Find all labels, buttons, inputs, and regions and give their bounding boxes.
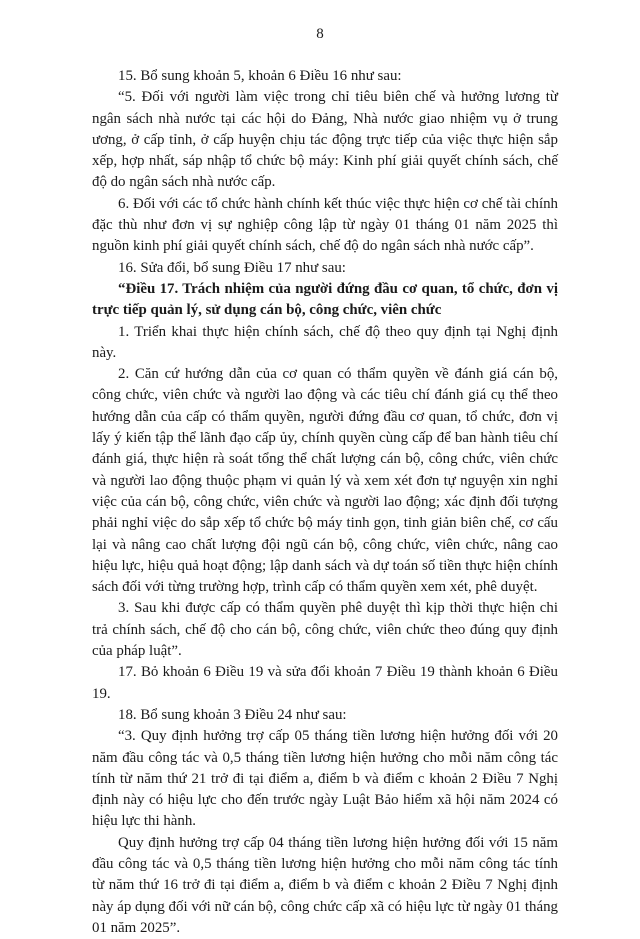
paragraph-item-1: 1. Triển khai thực hiện chính sách, chế độ theo quy định tại Nghị định này. — [92, 323, 558, 361]
paragraph-clause-6: 6. Đối với các tổ chức hành chính kết thúc việc thực hiện cơ chế tài chính đặc thù như đơn vị sự nghiệp công lập từ ngày 01 tháng 01 năm 2025 thì nguồn kinh phí giải quyết chính sách, chế độ do ngân sách nhà nước cấp”. — [92, 195, 558, 255]
page-number: 8 — [316, 26, 324, 42]
paragraph-item-2: 2. Căn cứ hướng dẫn của cơ quan có thẩm quyền về đánh giá cán bộ, công chức, viên chức và người lao động và các tiêu chí đánh giá cụ thể theo hướng dẫn của cấp có thẩm quyền, người đứng đầu cơ quan, tổ chức, đơn vị lấy ý kiến tập thể lãnh đạo cấp ủy, chính quyền cùng cấp để ban hành tiêu chí đánh giá, thực hiện rà soát tổng thể chất lượng cán bộ, công chức, viên chức và người lao động thuộc phạm vi quản lý và xem xét đơn tự nguyện xin nghỉ việc của cán bộ, công chức, viên chức và người lao động; xác định đối tượng phải nghỉ việc do sắp xếp tổ chức bộ máy tinh gọn, tinh giản biên chế, cơ cấu lại và nâng cao chất lượng đội ngũ cán bộ, công chức, viên chức, nâng cao hiệu lực, hiệu quả hoạt động; lập danh sách và dự toán số tiền thực hiện chính sách đối với từng trường hợp, trình cấp có thẩm quyền xem xét, phê duyệt. — [92, 366, 558, 596]
paragraph-item-3: 3. Sau khi được cấp có thẩm quyền phê duyệt thì kịp thời thực hiện chi trả chính sách, chế độ cho cán bộ, công chức, viên chức theo đúng quy định của pháp luật”. — [92, 600, 558, 660]
paragraph-amend-16: 16. Sửa đổi, bổ sung Điều 17 như sau: — [118, 259, 346, 276]
paragraph-clause-3: “3. Quy định hưởng trợ cấp 05 tháng tiền lương hiện hưởng đối với 20 năm đầu công tác và 0,5 tháng tiền lương hiện hưởng cho mỗi năm công tác tính từ năm thứ 21 trở đi tại điểm a, điểm b và điểm c khoản 2 Điều 7 Nghị định này có hiệu lực cho đến trước ngày Luật Bảo hiểm xã hội năm 2024 có hiệu lực thi hành. — [92, 728, 558, 830]
article-17-heading: “Điều 17. Trách nhiệm của người đứng đầu cơ quan, tổ chức, đơn vị trực tiếp quản lý, sử dụng cán bộ, công chức, viên chức — [92, 280, 558, 319]
paragraph-clause-5: “5. Đối với người làm việc trong chỉ tiêu biên chế và hưởng lương từ ngân sách nhà nước tại các hội do Đảng, Nhà nước giao nhiệm vụ ở trung ương, ở cấp tỉnh, ở cấp huyện chịu tác động trực tiếp của việc thực hiện sắp xếp, hợp nhất, sáp nhập tổ chức bộ máy: Kinh phí giải quyết chính sách, chế độ do ngân sách nhà nước cấp. — [92, 89, 558, 191]
paragraph-clause-3-continued: Quy định hưởng trợ cấp 04 tháng tiền lương hiện hưởng đối với 15 năm đầu công tác và 0,5 tháng tiền lương hiện hưởng cho mỗi năm công tác tính từ năm thứ 16 trở đi tại điểm a, điểm b và điểm c khoản 2 Điều 7 Nghị định này áp dụng đối với nữ cán bộ, công chức cấp xã có hiệu lực từ ngày 01 tháng 01 năm 2025”. — [92, 834, 558, 936]
document-body — [92, 66, 558, 939]
paragraph-amend-18: 18. Bổ sung khoản 3 Điều 24 như sau: — [118, 706, 347, 723]
paragraph-amend-15: 15. Bổ sung khoản 5, khoản 6 Điều 16 như sau: — [118, 68, 402, 84]
paragraph-amend-17: 17. Bỏ khoản 6 Điều 19 và sửa đổi khoản 7 Điều 19 thành khoản 6 Điều 19. — [92, 664, 558, 702]
